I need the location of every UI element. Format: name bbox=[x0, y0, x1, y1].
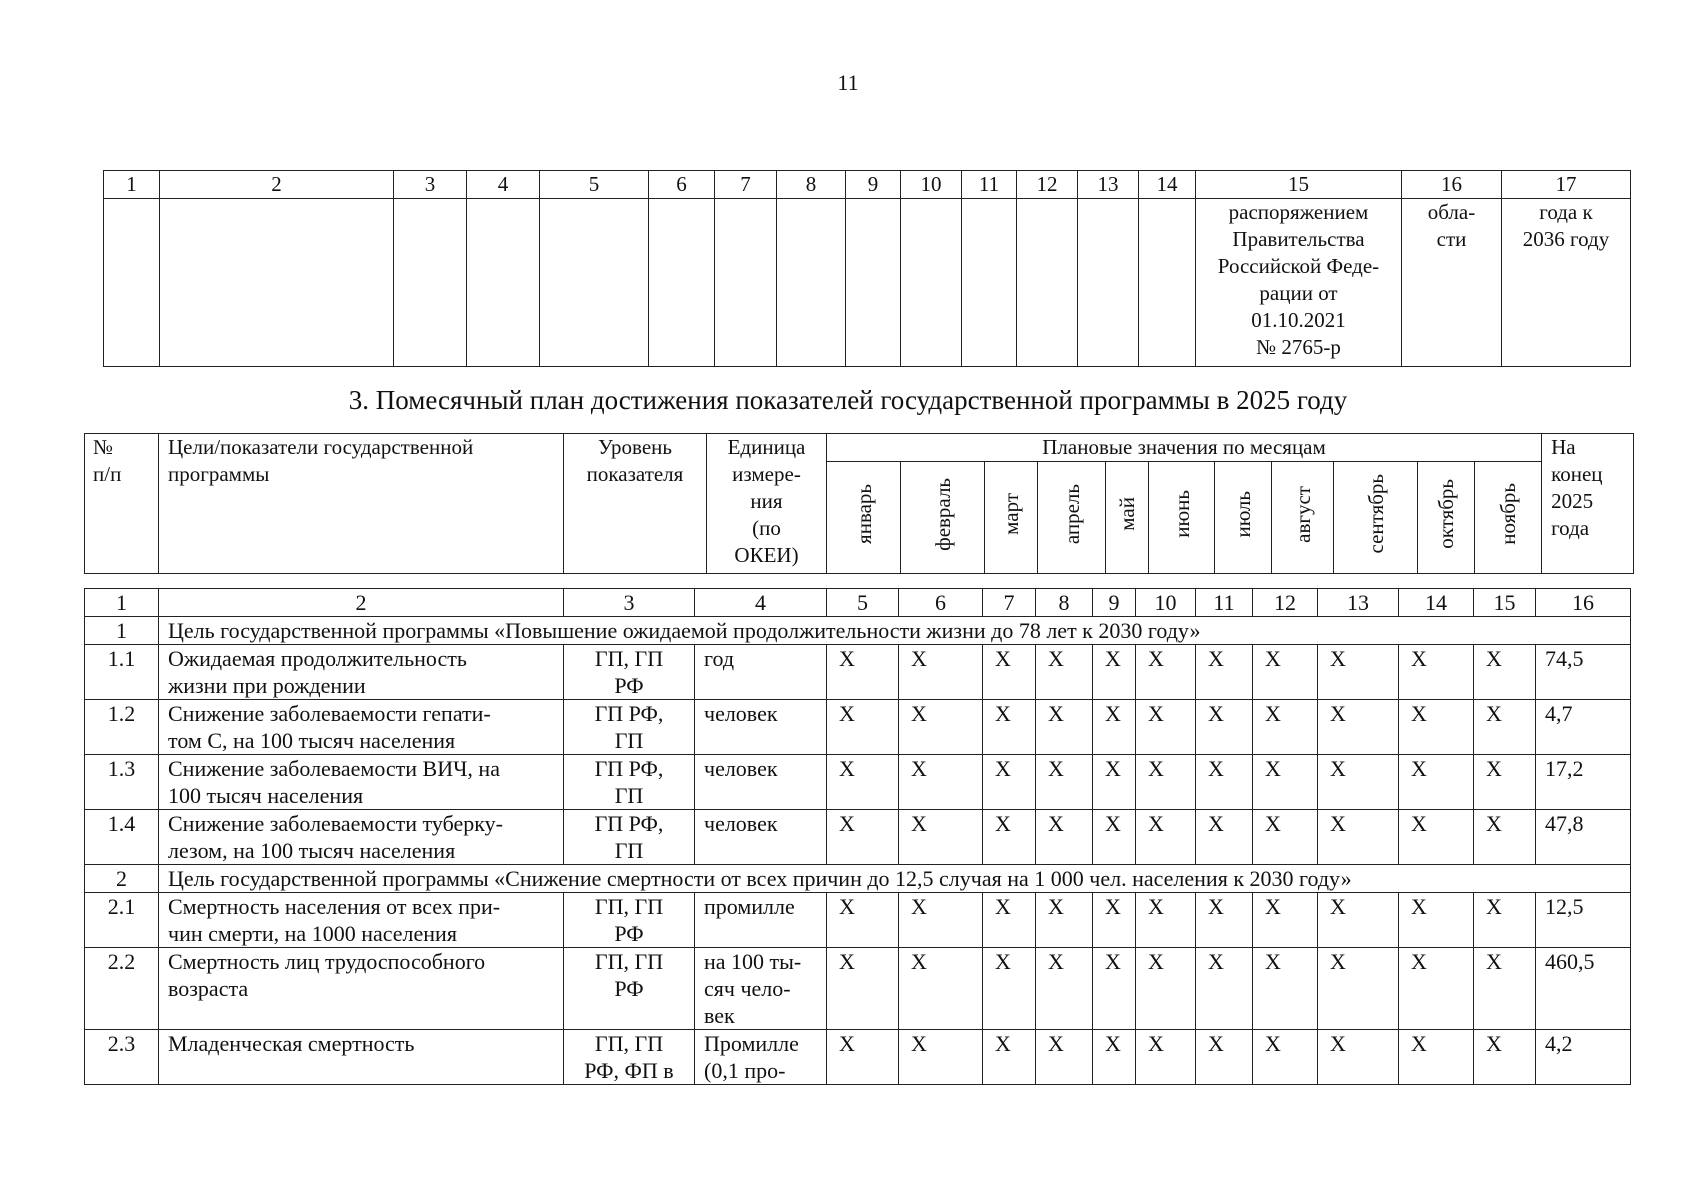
month-value: X bbox=[1196, 1030, 1253, 1085]
month-value: X bbox=[1136, 893, 1196, 948]
text-line: ГП bbox=[614, 838, 644, 863]
month-value: X bbox=[1093, 948, 1136, 1030]
col-number: 1 bbox=[85, 589, 159, 617]
text-line: Смертность населения от всех при- bbox=[168, 894, 501, 919]
indicator-level bbox=[564, 810, 695, 865]
month-value: X bbox=[899, 645, 983, 700]
month-label: ноябрь bbox=[1496, 483, 1521, 545]
empty-cell bbox=[649, 199, 715, 367]
text-line: распоряжением bbox=[1228, 200, 1369, 224]
indicator-number: 1.4 bbox=[85, 810, 159, 865]
table-row bbox=[85, 700, 1631, 755]
text-line: ГП bbox=[614, 728, 644, 753]
text-line: РФ bbox=[614, 921, 644, 946]
col-number: 3 bbox=[394, 171, 467, 199]
empty-cell bbox=[394, 199, 467, 367]
col-number: 8 bbox=[1036, 589, 1093, 617]
month-value: X bbox=[1036, 1030, 1093, 1085]
table-row bbox=[85, 948, 1631, 1030]
month-value: X bbox=[1196, 948, 1253, 1030]
month-value: X bbox=[1196, 645, 1253, 700]
month-value: X bbox=[1318, 893, 1399, 948]
text-line: измере- bbox=[732, 462, 801, 486]
column-numbers-row bbox=[85, 589, 1631, 617]
text-line: ГП, ГП bbox=[594, 1031, 664, 1056]
text-line: чин смерти, на 1000 населения bbox=[168, 921, 457, 946]
indicator-name bbox=[159, 893, 564, 948]
month-value: X bbox=[983, 810, 1036, 865]
decree-reference-cell bbox=[1196, 199, 1402, 367]
text-line: ния bbox=[750, 489, 783, 513]
indicator-name bbox=[159, 755, 564, 810]
indicator-level bbox=[564, 893, 695, 948]
month-value: X bbox=[1253, 810, 1318, 865]
month-value: X bbox=[983, 755, 1036, 810]
month-value: X bbox=[899, 1030, 983, 1085]
month-value: X bbox=[1253, 1030, 1318, 1085]
month-label: январь bbox=[851, 484, 876, 544]
month-value: X bbox=[1474, 700, 1536, 755]
month-value: X bbox=[1399, 810, 1474, 865]
indicator-unit bbox=[695, 755, 827, 810]
month-header bbox=[1334, 462, 1418, 574]
indicator-name bbox=[159, 810, 564, 865]
region-cell bbox=[1402, 199, 1502, 367]
text-line: Единица bbox=[727, 435, 806, 459]
indicator-unit bbox=[695, 948, 827, 1030]
text-line: РФ bbox=[614, 673, 644, 698]
month-value: X bbox=[1474, 1030, 1536, 1085]
section-row bbox=[85, 865, 1631, 893]
table-row bbox=[85, 1030, 1631, 1085]
page-number: 11 bbox=[837, 70, 859, 95]
month-value: X bbox=[1253, 948, 1318, 1030]
col-number: 11 bbox=[962, 171, 1017, 199]
col-number: 16 bbox=[1536, 589, 1631, 617]
text-line: На bbox=[1551, 435, 1576, 459]
text-line: Ожидаемая продолжительность bbox=[168, 646, 467, 671]
month-value: X bbox=[899, 893, 983, 948]
month-value: X bbox=[1196, 893, 1253, 948]
text-line: Промилле bbox=[704, 1031, 799, 1056]
text-line: ГП РФ, bbox=[594, 701, 664, 726]
month-value: X bbox=[1136, 948, 1196, 1030]
col-number: 4 bbox=[467, 171, 540, 199]
text-line: Смертность лиц трудоспособного bbox=[168, 949, 486, 974]
header-goal bbox=[159, 434, 564, 574]
section-title-cell: Цель государственной программы «Повышение ожидаемой продолжительности жизни до 78 лет к 2030 году» bbox=[159, 617, 1631, 645]
month-value: X bbox=[827, 1030, 899, 1085]
text-line: Цели/показатели государственной bbox=[168, 435, 474, 459]
col-number: 5 bbox=[827, 589, 899, 617]
section-title-cell: Цель государственной программы «Снижение смертности от всех причин до 12,5 случая на 1 000 чел. населения к 2030 году» bbox=[159, 865, 1631, 893]
month-value: X bbox=[827, 893, 899, 948]
month-value: X bbox=[1036, 893, 1093, 948]
text-line: сяч чело- bbox=[704, 976, 791, 1001]
col-number: 12 bbox=[1253, 589, 1318, 617]
continuation-column-numbers-row bbox=[104, 171, 1631, 199]
col-number: 17 bbox=[1502, 171, 1631, 199]
month-label: сентябрь bbox=[1363, 474, 1388, 554]
text-line: Снижение заболеваемости гепати- bbox=[168, 701, 491, 726]
indicator-number: 2.2 bbox=[85, 948, 159, 1030]
month-value: X bbox=[1036, 755, 1093, 810]
text-line: том С, на 100 тысяч населения bbox=[168, 728, 456, 753]
month-value: X bbox=[1318, 948, 1399, 1030]
month-value: X bbox=[983, 700, 1036, 755]
month-label: апрель bbox=[1059, 483, 1084, 545]
text-line: 2036 году bbox=[1522, 227, 1610, 251]
col-number: 9 bbox=[846, 171, 901, 199]
month-value: X bbox=[1093, 893, 1136, 948]
month-value: X bbox=[1474, 893, 1536, 948]
col-number: 1 bbox=[104, 171, 160, 199]
month-value: X bbox=[983, 1030, 1036, 1085]
text-line: ОКЕИ) bbox=[734, 543, 799, 567]
text-line: Младенческая смертность bbox=[168, 1031, 415, 1056]
month-header bbox=[1106, 462, 1149, 574]
text-line: человек bbox=[704, 756, 778, 781]
col-number: 4 bbox=[695, 589, 827, 617]
col-number: 2 bbox=[160, 171, 394, 199]
text-line: года к bbox=[1539, 200, 1593, 224]
col-number: 11 bbox=[1196, 589, 1253, 617]
text-line: РФ bbox=[614, 976, 644, 1001]
month-value: X bbox=[1474, 948, 1536, 1030]
text-line: конец bbox=[1551, 462, 1603, 486]
text-line: (по bbox=[752, 516, 781, 540]
text-line: ГП РФ, bbox=[594, 811, 664, 836]
text-line: Снижение заболеваемости ВИЧ, на bbox=[168, 756, 500, 781]
month-label: май bbox=[1115, 497, 1139, 531]
month-value: X bbox=[899, 755, 983, 810]
end-of-year-value: 4,7 bbox=[1536, 700, 1631, 755]
month-value: X bbox=[1474, 755, 1536, 810]
indicator-name bbox=[159, 1030, 564, 1085]
section-row bbox=[85, 617, 1631, 645]
col-number: 5 bbox=[540, 171, 649, 199]
table-row bbox=[85, 893, 1631, 948]
month-label: июнь bbox=[1169, 490, 1194, 538]
table-row bbox=[85, 810, 1631, 865]
indicator-number: 1.3 bbox=[85, 755, 159, 810]
month-value: X bbox=[1474, 810, 1536, 865]
text-line: ГП, ГП bbox=[594, 894, 664, 919]
text-line: рации от bbox=[1259, 281, 1338, 305]
section-number: 2 bbox=[85, 865, 159, 893]
col-number: 6 bbox=[899, 589, 983, 617]
text-line: ГП bbox=[614, 783, 644, 808]
month-value: X bbox=[1318, 755, 1399, 810]
end-of-year-value: 4,2 bbox=[1536, 1030, 1631, 1085]
indicator-unit bbox=[695, 893, 827, 948]
month-label: март bbox=[999, 493, 1023, 535]
empty-cell bbox=[901, 199, 962, 367]
month-value: X bbox=[827, 645, 899, 700]
month-value: X bbox=[1093, 645, 1136, 700]
empty-cell bbox=[160, 199, 394, 367]
empty-cell bbox=[104, 199, 160, 367]
month-value: X bbox=[1318, 700, 1399, 755]
text-line: Уровень bbox=[598, 435, 672, 459]
month-value: X bbox=[1196, 755, 1253, 810]
month-value: X bbox=[827, 700, 899, 755]
month-value: X bbox=[827, 948, 899, 1030]
end-of-year-value: 47,8 bbox=[1536, 810, 1631, 865]
end-of-year-value: 12,5 bbox=[1536, 893, 1631, 948]
table-row bbox=[85, 755, 1631, 810]
indicator-level bbox=[564, 948, 695, 1030]
text-line: лезом, на 100 тысяч населения bbox=[168, 838, 456, 863]
month-value: X bbox=[1253, 893, 1318, 948]
col-number: 6 bbox=[649, 171, 715, 199]
month-label: июль bbox=[1231, 490, 1255, 538]
month-value: X bbox=[1399, 893, 1474, 948]
section-number: 1 bbox=[85, 617, 159, 645]
text-line: на 100 ты- bbox=[704, 949, 802, 974]
text-line: 100 тысяч населения bbox=[168, 783, 364, 808]
indicator-unit bbox=[695, 645, 827, 700]
text-line: год bbox=[704, 646, 735, 671]
indicator-number: 1.1 bbox=[85, 645, 159, 700]
month-value: X bbox=[1036, 645, 1093, 700]
month-value: X bbox=[1136, 810, 1196, 865]
indicator-level bbox=[564, 1030, 695, 1085]
indicator-number: 2.3 bbox=[85, 1030, 159, 1085]
indicator-level bbox=[564, 645, 695, 700]
indicator-level bbox=[564, 755, 695, 810]
indicator-number: 2.1 bbox=[85, 893, 159, 948]
indicator-name bbox=[159, 645, 564, 700]
text-line: возраста bbox=[168, 976, 249, 1001]
month-value: X bbox=[899, 810, 983, 865]
text-line: промилле bbox=[704, 894, 795, 919]
indicator-unit bbox=[695, 810, 827, 865]
col-number: 15 bbox=[1474, 589, 1536, 617]
text-line: (0,1 про- bbox=[704, 1058, 786, 1083]
month-value: X bbox=[1253, 645, 1318, 700]
empty-cell bbox=[467, 199, 540, 367]
col-number: 15 bbox=[1196, 171, 1402, 199]
month-value: X bbox=[1196, 700, 1253, 755]
header-unit bbox=[707, 434, 827, 574]
indicator-unit bbox=[695, 1030, 827, 1085]
month-label: октябрь bbox=[1434, 479, 1458, 549]
month-value: X bbox=[1399, 948, 1474, 1030]
month-header bbox=[1272, 462, 1334, 574]
text-line: показателя bbox=[586, 462, 684, 486]
header-number bbox=[85, 434, 159, 574]
month-value: X bbox=[1036, 700, 1093, 755]
header-level bbox=[564, 434, 707, 574]
month-header bbox=[1418, 462, 1475, 574]
month-value: X bbox=[1399, 755, 1474, 810]
month-value: X bbox=[983, 645, 1036, 700]
continuation-content-row bbox=[104, 199, 1631, 367]
indicator-level bbox=[564, 700, 695, 755]
month-value: X bbox=[1036, 810, 1093, 865]
col-number: 10 bbox=[1136, 589, 1196, 617]
month-value: X bbox=[1253, 700, 1318, 755]
indicator-name bbox=[159, 948, 564, 1030]
text-line: 01.10.2021 bbox=[1251, 308, 1346, 332]
text-line: сти bbox=[1436, 227, 1467, 251]
month-value: X bbox=[1093, 700, 1136, 755]
month-value: X bbox=[1318, 645, 1399, 700]
month-header bbox=[1149, 462, 1215, 574]
indicator-name bbox=[159, 700, 564, 755]
month-value: X bbox=[1093, 1030, 1136, 1085]
text-line: программы bbox=[168, 462, 270, 486]
table-row bbox=[85, 645, 1631, 700]
text-line: года bbox=[1551, 516, 1590, 540]
month-value: X bbox=[1399, 700, 1474, 755]
text-line: жизни при рождении bbox=[168, 673, 366, 698]
month-value: X bbox=[1093, 755, 1136, 810]
month-value: X bbox=[827, 810, 899, 865]
header-planned-values: Плановые значения по месяцам bbox=[827, 434, 1542, 462]
month-label: август bbox=[1290, 485, 1315, 543]
col-number: 2 bbox=[159, 589, 564, 617]
month-value: X bbox=[1474, 645, 1536, 700]
month-header bbox=[985, 462, 1038, 574]
text-line: человек bbox=[704, 811, 778, 836]
col-number: 13 bbox=[1318, 589, 1399, 617]
month-header bbox=[1475, 462, 1542, 574]
month-header bbox=[827, 462, 901, 574]
text-line: век bbox=[704, 1003, 735, 1028]
text-line: № 2765-р bbox=[1256, 335, 1341, 359]
month-value: X bbox=[1136, 700, 1196, 755]
text-line: п/п bbox=[93, 462, 122, 486]
text-line: Снижение заболеваемости туберку- bbox=[168, 811, 503, 836]
month-value: X bbox=[983, 948, 1036, 1030]
month-value: X bbox=[1399, 1030, 1474, 1085]
month-value: X bbox=[1399, 645, 1474, 700]
empty-cell bbox=[777, 199, 846, 367]
empty-cell bbox=[540, 199, 649, 367]
header-end-of-year bbox=[1542, 434, 1634, 574]
text-line: Российской Феде- bbox=[1217, 254, 1380, 278]
text-line: Правительства bbox=[1232, 227, 1365, 251]
col-number: 7 bbox=[983, 589, 1036, 617]
empty-cell bbox=[962, 199, 1017, 367]
col-number: 14 bbox=[1139, 171, 1196, 199]
end-of-year-value: 460,5 bbox=[1536, 948, 1631, 1030]
month-header bbox=[1215, 462, 1272, 574]
empty-cell bbox=[715, 199, 777, 367]
month-value: X bbox=[899, 948, 983, 1030]
month-value: X bbox=[1253, 755, 1318, 810]
col-number: 14 bbox=[1399, 589, 1474, 617]
col-number: 9 bbox=[1093, 589, 1136, 617]
text-line: 2025 bbox=[1551, 489, 1594, 513]
text-line: РФ, ФП в bbox=[584, 1058, 674, 1083]
col-number: 16 bbox=[1402, 171, 1502, 199]
text-line: обла- bbox=[1427, 200, 1476, 224]
month-value: X bbox=[1036, 948, 1093, 1030]
month-value: X bbox=[1136, 645, 1196, 700]
col-number: 8 bbox=[777, 171, 846, 199]
month-value: X bbox=[983, 893, 1036, 948]
indicator-number: 1.2 bbox=[85, 700, 159, 755]
header-table bbox=[84, 433, 1634, 574]
monthly-plan-table bbox=[84, 588, 1631, 1085]
empty-cell bbox=[846, 199, 901, 367]
empty-cell bbox=[1017, 199, 1078, 367]
month-header bbox=[901, 462, 985, 574]
month-value: X bbox=[1136, 755, 1196, 810]
end-of-year-value: 74,5 bbox=[1536, 645, 1631, 700]
continuation-table bbox=[103, 170, 1631, 367]
col-number: 13 bbox=[1078, 171, 1139, 199]
end-of-year-value: 17,2 bbox=[1536, 755, 1631, 810]
text-line: ГП, ГП bbox=[594, 949, 664, 974]
col-number: 7 bbox=[715, 171, 777, 199]
section-title: 3. Помесячный план достижения показателей государственной программы в 2025 году bbox=[348, 385, 1348, 415]
text-line: ГП, ГП bbox=[594, 646, 664, 671]
text-line: № bbox=[93, 435, 114, 459]
text-line: человек bbox=[704, 701, 778, 726]
text-line: ГП РФ, bbox=[594, 756, 664, 781]
month-value: X bbox=[1136, 1030, 1196, 1085]
col-number: 10 bbox=[901, 171, 962, 199]
indicator-unit bbox=[695, 700, 827, 755]
year-cell bbox=[1502, 199, 1631, 367]
month-value: X bbox=[1318, 810, 1399, 865]
month-value: X bbox=[1196, 810, 1253, 865]
month-value: X bbox=[1093, 810, 1136, 865]
table-body bbox=[85, 617, 1631, 1085]
month-value: X bbox=[1318, 1030, 1399, 1085]
empty-cell bbox=[1139, 199, 1196, 367]
month-header bbox=[1038, 462, 1106, 574]
month-value: X bbox=[827, 755, 899, 810]
month-label: февраль bbox=[930, 477, 955, 551]
empty-cell bbox=[1078, 199, 1139, 367]
col-number: 12 bbox=[1017, 171, 1078, 199]
month-value: X bbox=[899, 700, 983, 755]
col-number: 3 bbox=[564, 589, 695, 617]
